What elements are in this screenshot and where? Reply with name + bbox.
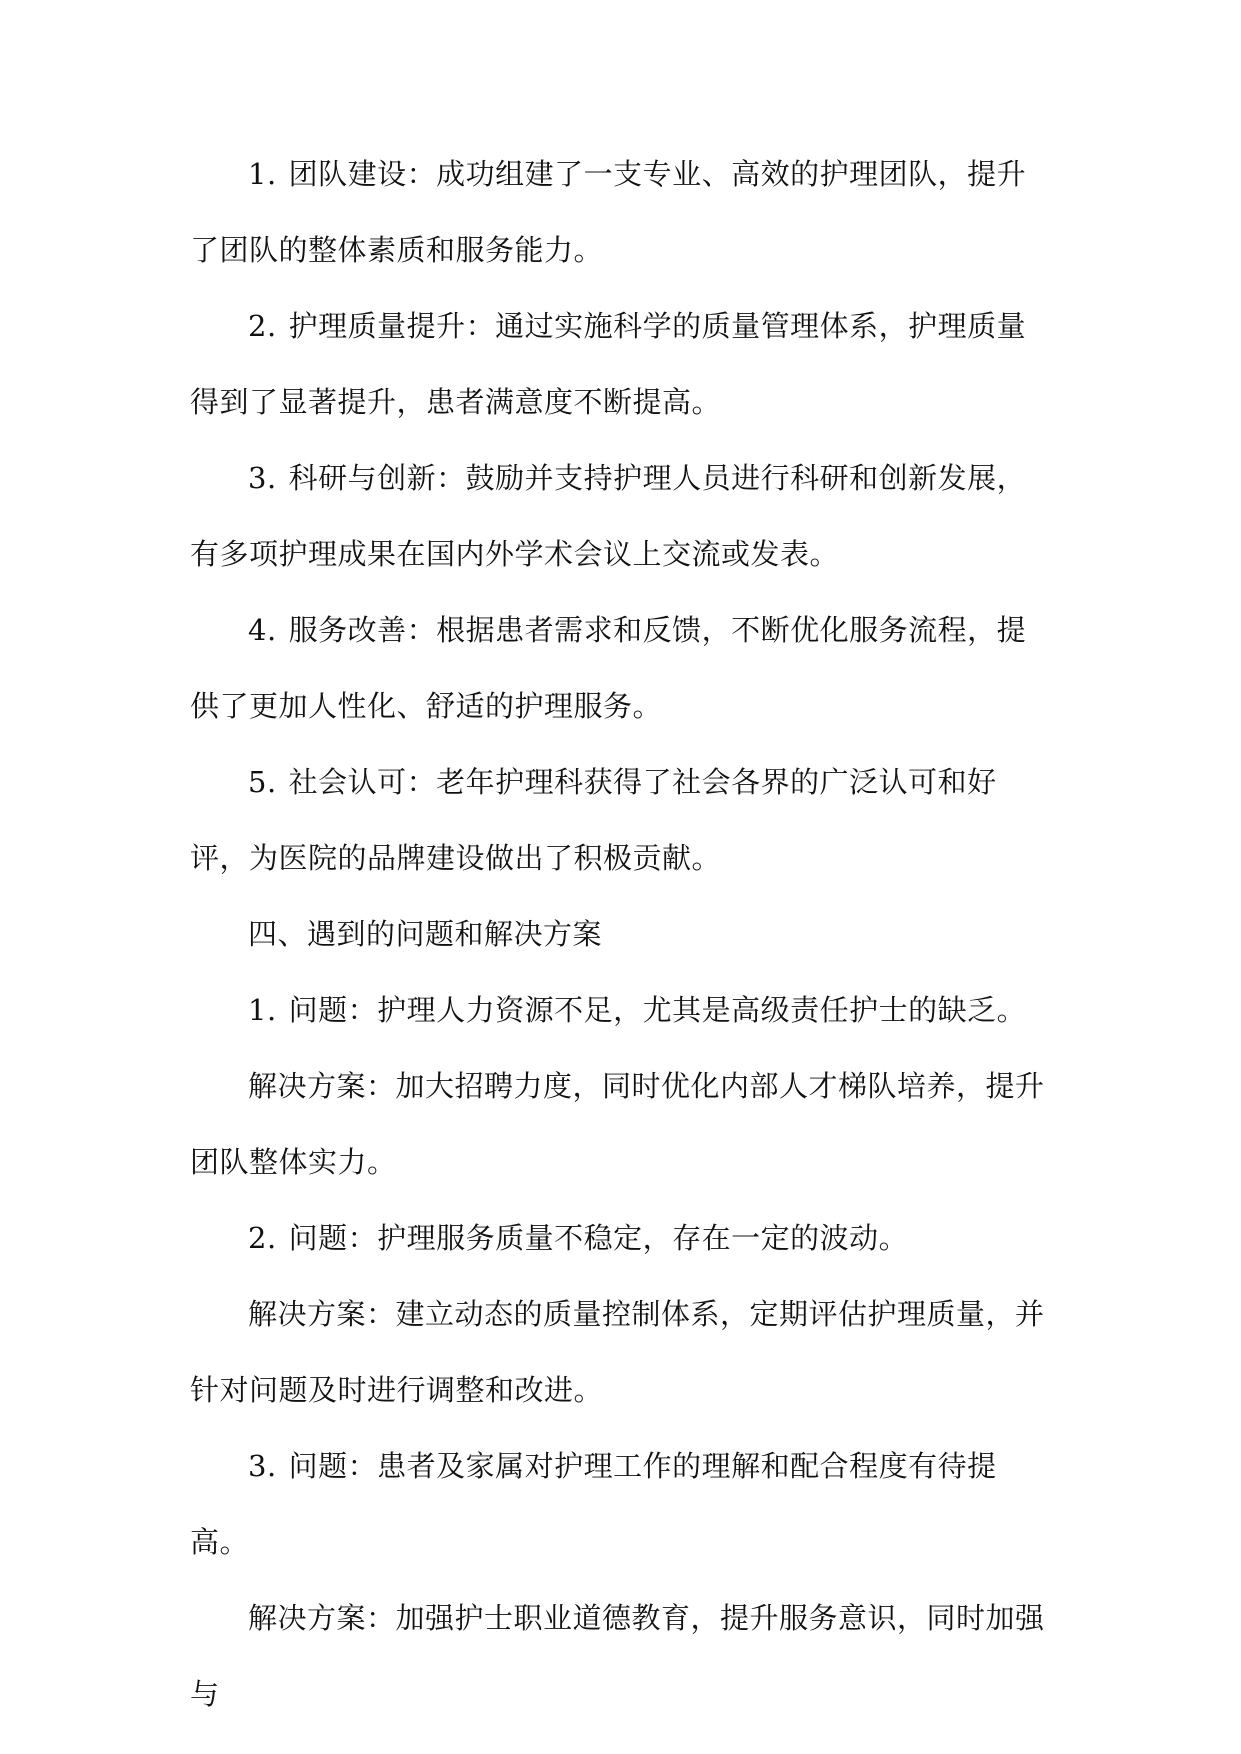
problem-number: 2. [248,1221,277,1255]
achievement-text: 科研与创新：鼓励并支持护理人员进行科研和创新发展，有多项护理成果在国内外学术会议上交流或发表。 [190,461,1027,571]
achievement-item [190,440,1052,592]
solution-text: 解决方案：建立动态的质量控制体系，定期评估护理质量，并针对问题及时进行调整和改进。 [190,1297,1045,1407]
document-body [190,136,1052,1732]
achievement-item [190,136,1052,288]
achievement-item [190,288,1052,440]
achievement-number: 2. [248,309,277,343]
achievement-item [190,592,1052,744]
solution-text: 解决方案：加强护士职业道德教育，提升服务意识，同时加强与 [190,1601,1045,1711]
problem-text: 问题：护理人力资源不足，尤其是高级责任护士的缺乏。 [288,993,1027,1027]
achievement-text: 团队建设：成功组建了一支专业、高效的护理团队，提升了团队的整体素质和服务能力。 [190,157,1027,267]
solution-text: 解决方案：加大招聘力度，同时优化内部人才梯队培养，提升团队整体实力。 [190,1069,1045,1179]
achievement-text: 服务改善：根据患者需求和反馈，不断优化服务流程，提供了更加人性化、舒适的护理服务。 [190,613,1027,723]
achievement-item [190,744,1052,896]
achievement-number: 4. [248,613,277,647]
problem-number: 1. [248,993,277,1027]
problem-item [190,1200,1052,1276]
problem-item [190,972,1052,1048]
problem-text: 问题：患者及家属对护理工作的理解和配合程度有待提高。 [190,1449,997,1559]
problem-item [190,1428,1052,1580]
achievement-number: 5. [248,765,277,799]
achievement-number: 3. [248,461,277,495]
achievement-text: 社会认可：老年护理科获得了社会各界的广泛认可和好评，为医院的品牌建设做出了积极贡献。 [190,765,997,875]
problem-number: 3. [248,1449,277,1483]
achievement-number: 1. [248,157,277,191]
section-heading: 四、遇到的问题和解决方案 [248,917,603,951]
achievement-text: 护理质量提升：通过实施科学的质量管理体系，护理质量得到了显著提升，患者满意度不断提高。 [190,309,1027,419]
problem-text: 问题：护理服务质量不稳定，存在一定的波动。 [288,1221,909,1255]
